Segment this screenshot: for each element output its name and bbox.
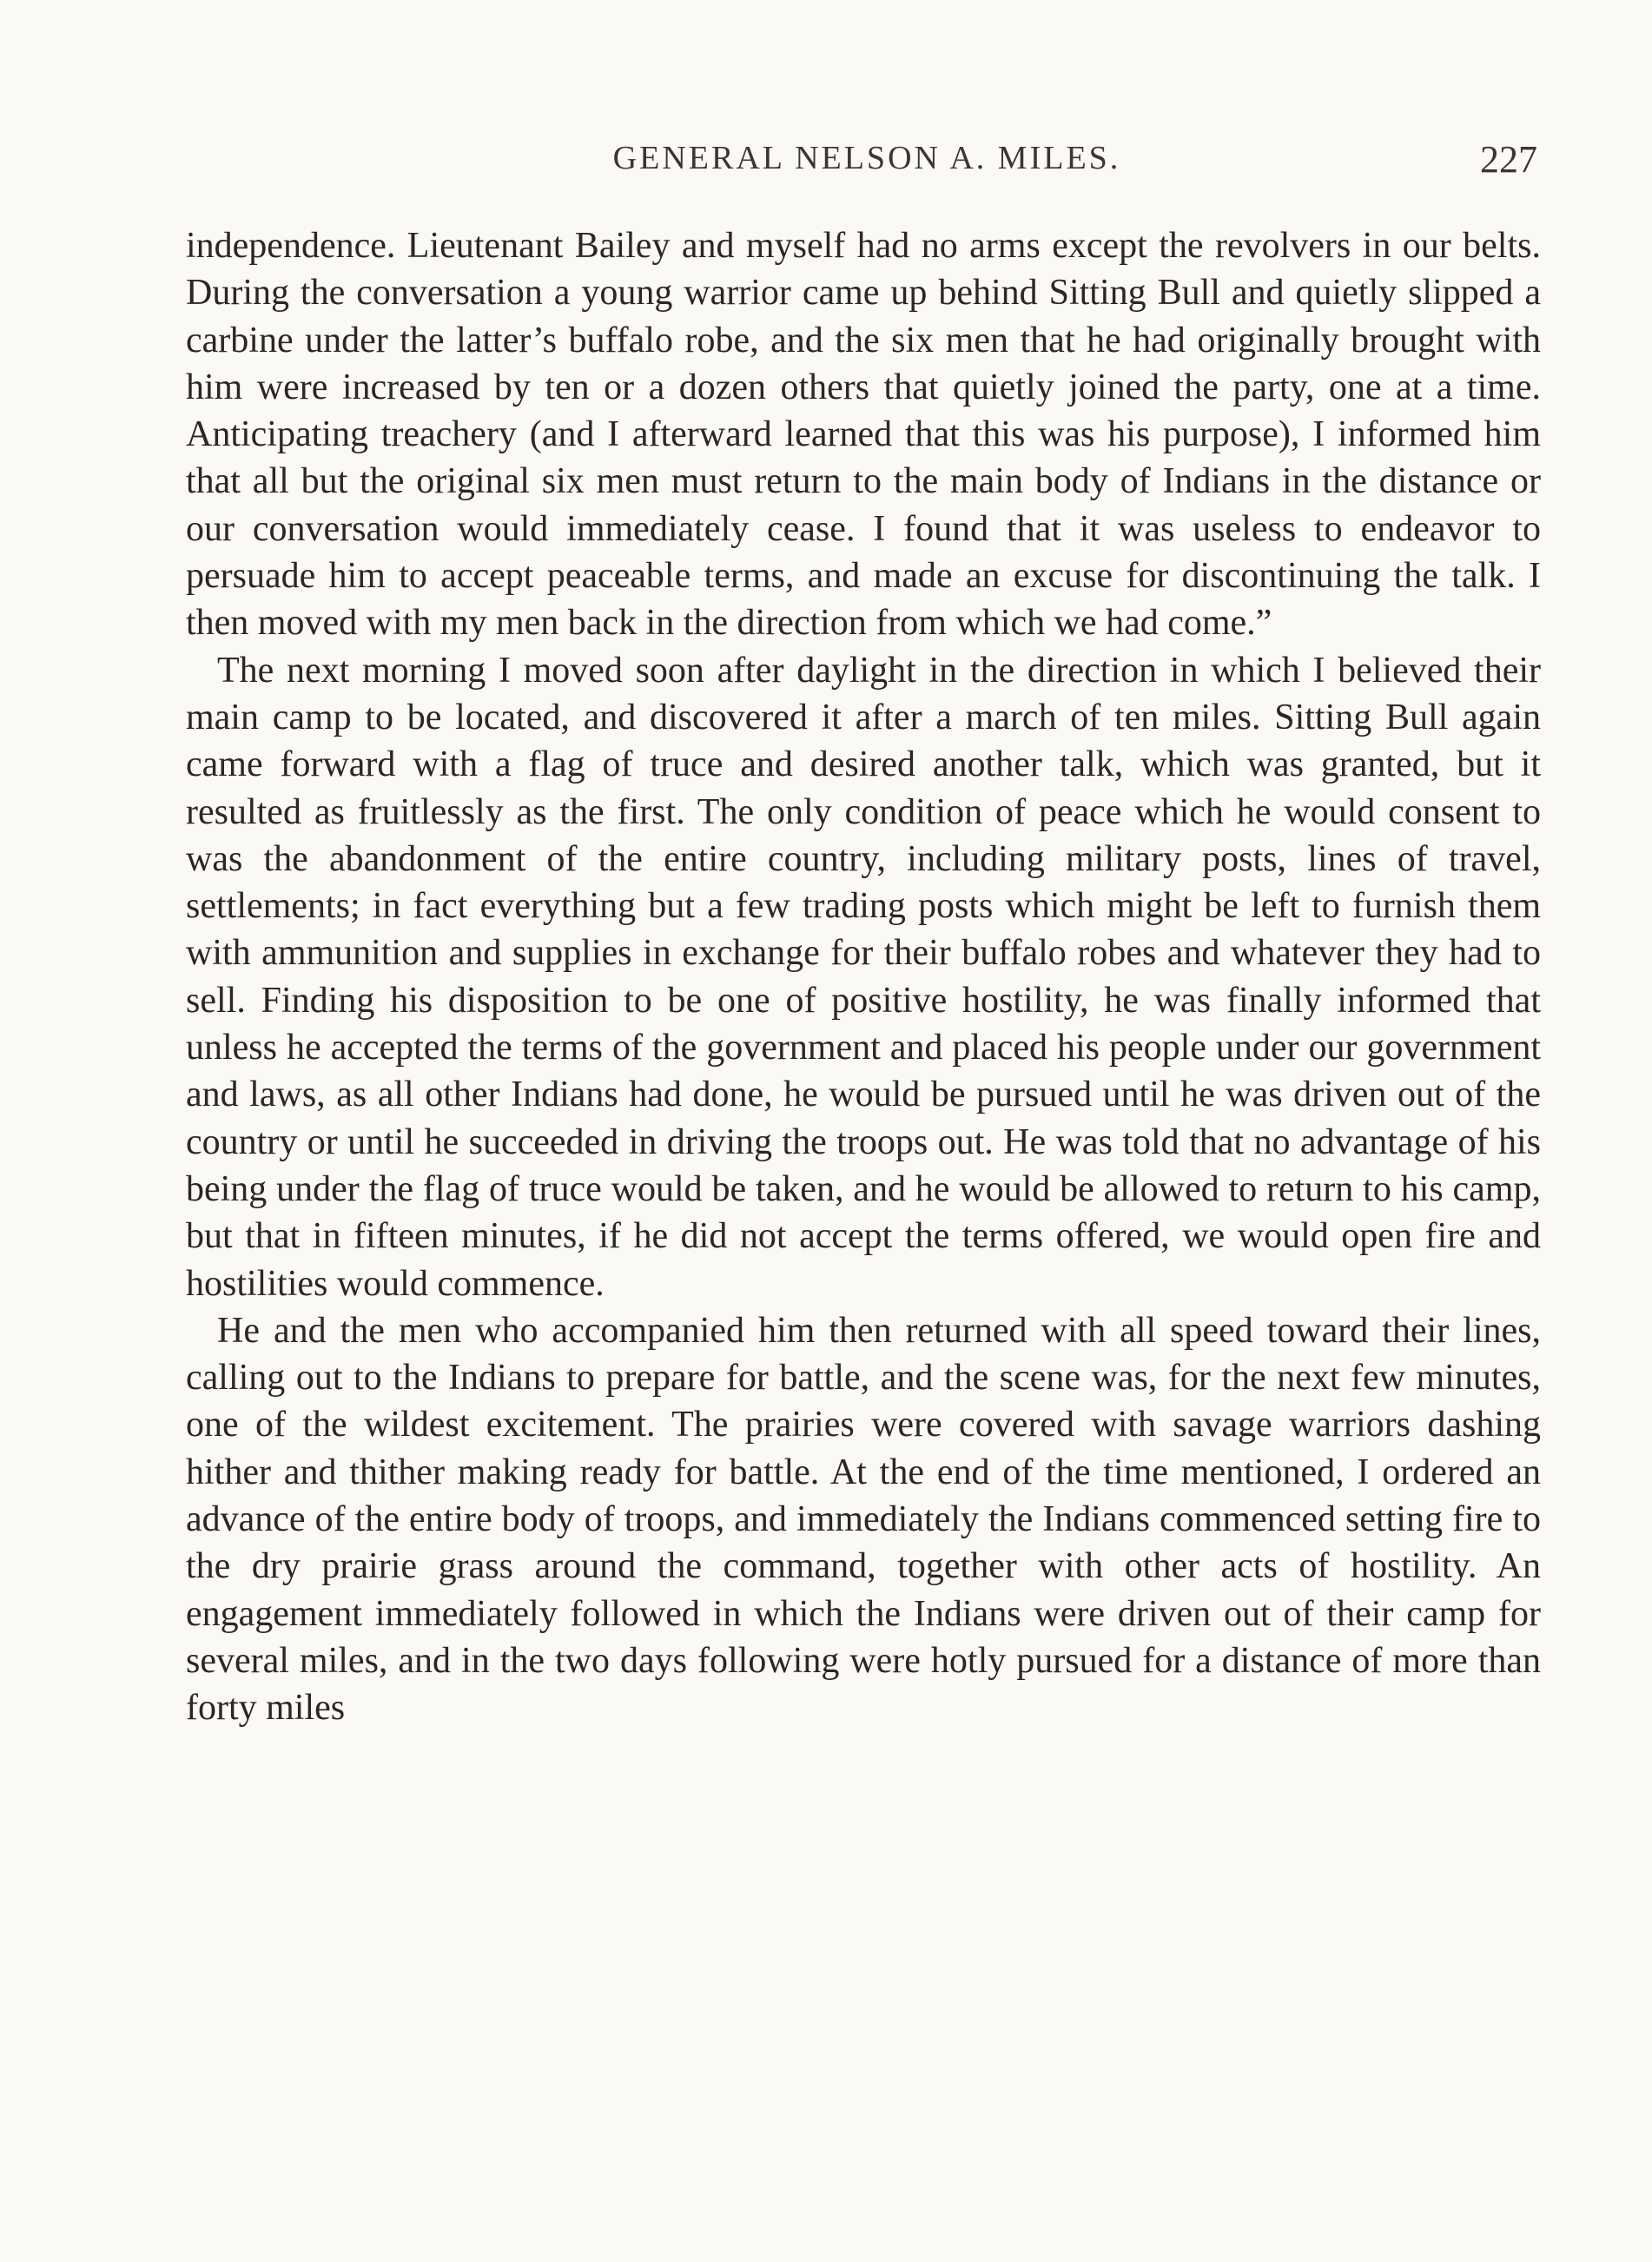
- paragraph: The next morning I moved soon after daylight in the direction in which I believed their main camp to be located, and discovered it after a march of ten miles. Sitting Bull again came forward with a flag of truce and desired another talk, which was granted, but it resulted as fruitlessly as the first. The only condition of peace which he would consent to was the abandonment of the entire country, including military posts, lines of travel, settlements; in fact everything but a few trading posts which might be left to furnish them with ammunition and supplies in exchange for their buffalo robes and whatever they had to sell. Finding his disposition to be one of positive hostility, he was finally informed that unless he accepted the terms of the government and placed his people under our government and laws, as all other Indians had done, he would be pursued until he was driven out of the country or until he succeeded in driving the troops out. He was told that no advantage of his being under the flag of truce would be taken, and he would be allowed to return to his camp, but that in fifteen minutes, if he did not accept the terms offered, we would open fire and hostilities would commence.: [186, 650, 1541, 1304]
- paragraph: He and the men who accompanied him then returned with all speed toward their lines, calling out to the Indians to prepare for battle, and the scene was, for the next few minutes, one of the wildest excitement. The prairies were covered with savage warriors dashing hither and thither making ready for battle. At the end of the time mentioned, I ordered an advance of the entire body of troops, and immediately the Indians commenced setting fire to the dry prairie grass around the command, together with other acts of hostility. An engagement immediately followed in which the Indians were driven out of their camp for several miles, and in the two days following were hotly pursued for a distance of more than forty miles: [186, 1310, 1541, 1729]
- running-title: GENERAL NELSON A. MILES.: [612, 140, 1121, 176]
- page-number: 227: [1480, 138, 1537, 181]
- body-text: [186, 222, 1541, 1732]
- paragraph-continued: independence. Lieutenant Bailey and myself had no arms except the revolvers in our belts. During the conversation a young warrior came up behind Sitting Bull and quietly slipped a carbine under the latter’s buffalo robe, and the six men that he had originally brought with him were increased by ten or a dozen others that quietly joined the party, one at a time. Anticipating treachery (and I afterward learned that this was his purpose), I informed him that all but the original six men must return to the main body of Indians in the distance or our conversation would immediately cease. I found that it was useless to endeavor to persuade him to accept peaceable terms, and made an excuse for discontinuing the talk. I then moved with my men back in the direction from which we had come.”: [186, 226, 1541, 644]
- running-head: [186, 139, 1548, 191]
